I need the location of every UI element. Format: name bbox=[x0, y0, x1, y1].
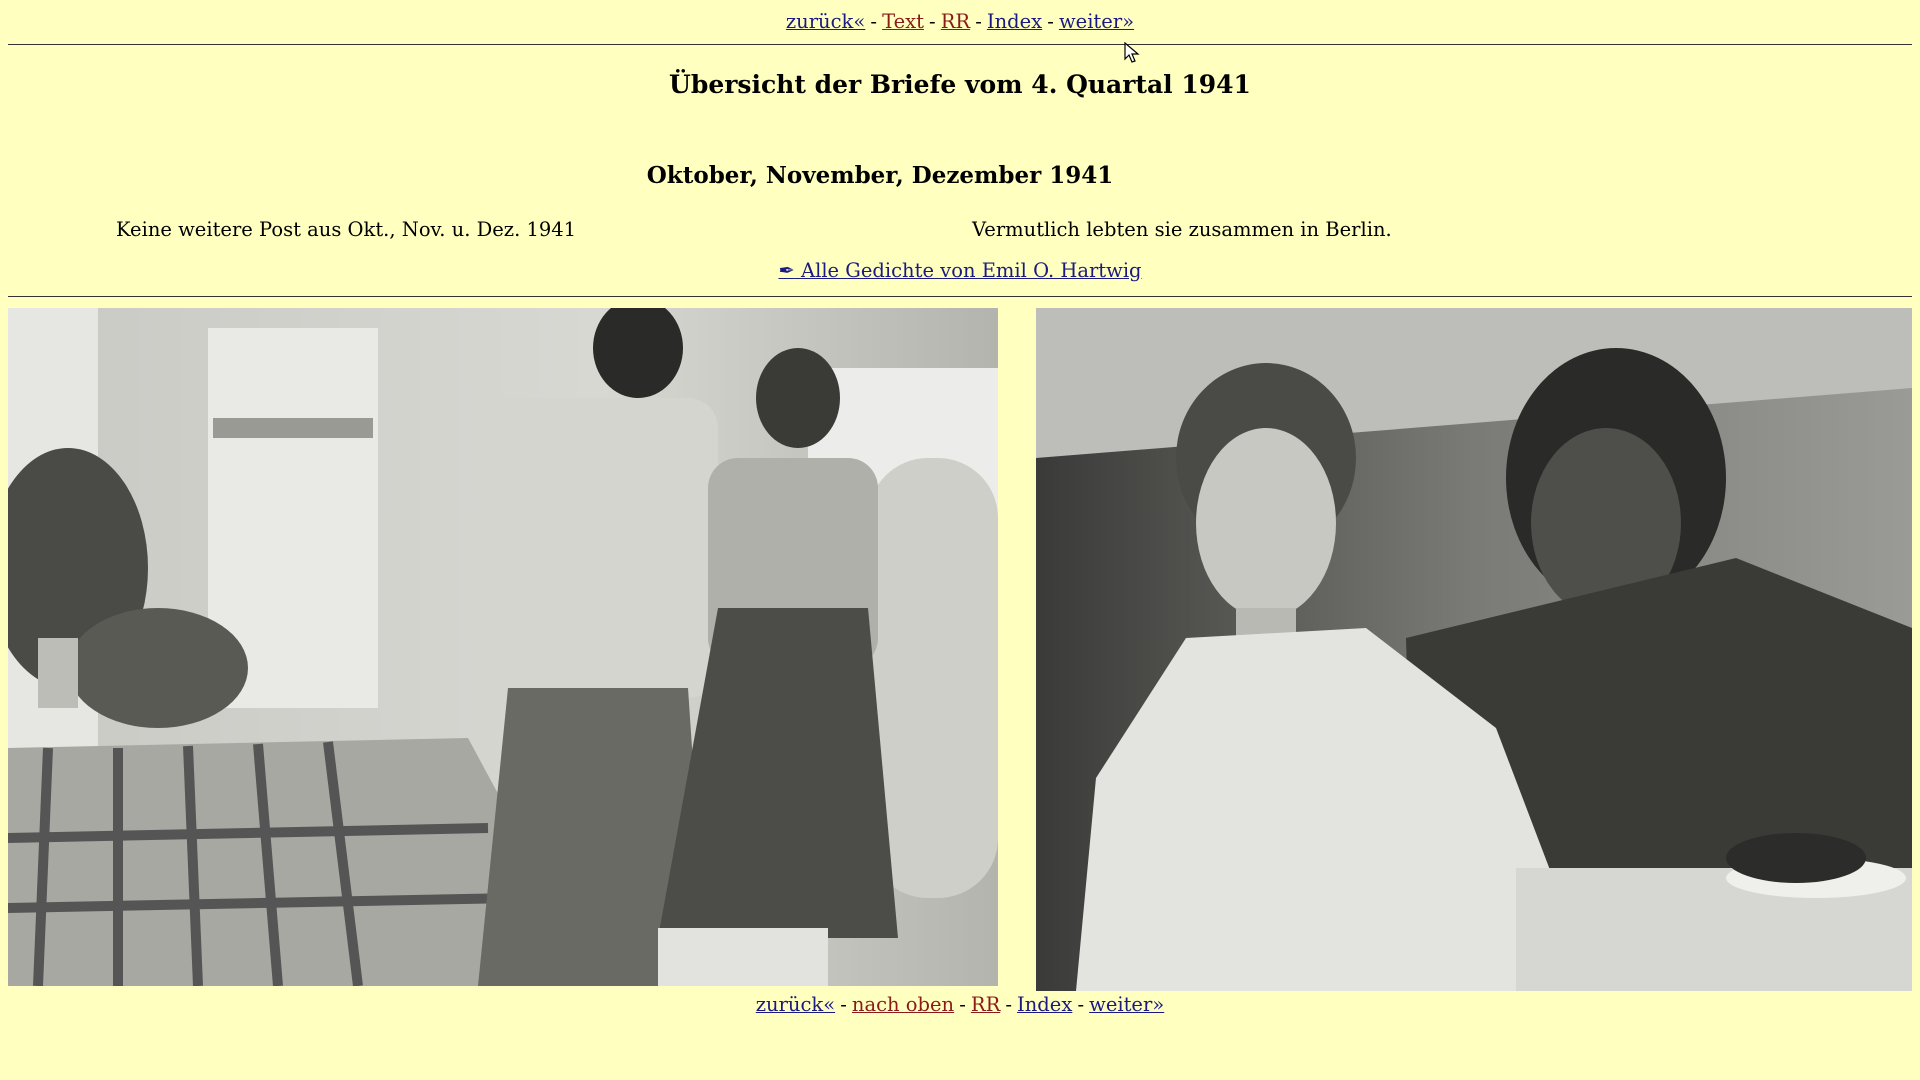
nav-separator: - bbox=[959, 993, 966, 1016]
nav-rr-link-bottom[interactable]: RR bbox=[970, 993, 1001, 1016]
nav-separator: - bbox=[1077, 993, 1085, 1016]
top-divider bbox=[8, 44, 1912, 45]
mouse-cursor-icon bbox=[1124, 42, 1140, 68]
nav-separator: - bbox=[975, 10, 982, 33]
photo-couple-kitchen-image bbox=[8, 308, 998, 986]
nav-index-link-bottom[interactable]: Index bbox=[1017, 993, 1073, 1016]
nav-separator: - bbox=[929, 10, 936, 33]
bottom-navigation bbox=[0, 991, 1920, 1019]
nav-back-link-bottom[interactable]: zurück« bbox=[755, 993, 836, 1016]
photo-couple-kitchen bbox=[8, 308, 998, 986]
nav-top-link[interactable]: nach oben bbox=[851, 993, 955, 1016]
nav-index-link[interactable]: Index bbox=[986, 10, 1043, 33]
page-title: Übersicht der Briefe vom 4. Quartal 1941 bbox=[669, 70, 1251, 99]
nav-separator: - bbox=[1005, 993, 1012, 1016]
photo-couple-portrait bbox=[1036, 308, 1912, 991]
nav-back-link[interactable]: zurück« bbox=[785, 10, 866, 33]
section-heading: Oktober, November, Dezember 1941 bbox=[646, 162, 1114, 189]
all-poems-link[interactable] bbox=[778, 259, 1141, 282]
poems-link-container bbox=[0, 259, 1920, 282]
photo-couple-portrait-image bbox=[1036, 308, 1912, 991]
note-berlin: Vermutlich lebten sie zusammen in Berlin. bbox=[972, 218, 1392, 241]
nav-separator: - bbox=[840, 993, 847, 1016]
middle-divider bbox=[8, 296, 1912, 297]
nav-separator: - bbox=[1047, 10, 1054, 33]
note-no-mail: Keine weitere Post aus Okt., Nov. u. Dez. 1941 bbox=[116, 218, 577, 241]
pen-icon: ✒ bbox=[778, 259, 795, 282]
top-navigation bbox=[0, 8, 1920, 36]
nav-forward-link-bottom[interactable]: weiter» bbox=[1089, 993, 1165, 1016]
nav-text-link[interactable]: Text bbox=[882, 10, 924, 33]
nav-forward-link[interactable]: weiter» bbox=[1058, 10, 1135, 33]
nav-separator: - bbox=[870, 10, 877, 33]
all-poems-link-label: Alle Gedichte von Emil O. Hartwig bbox=[801, 259, 1142, 282]
nav-rr-link[interactable]: RR bbox=[940, 10, 971, 33]
